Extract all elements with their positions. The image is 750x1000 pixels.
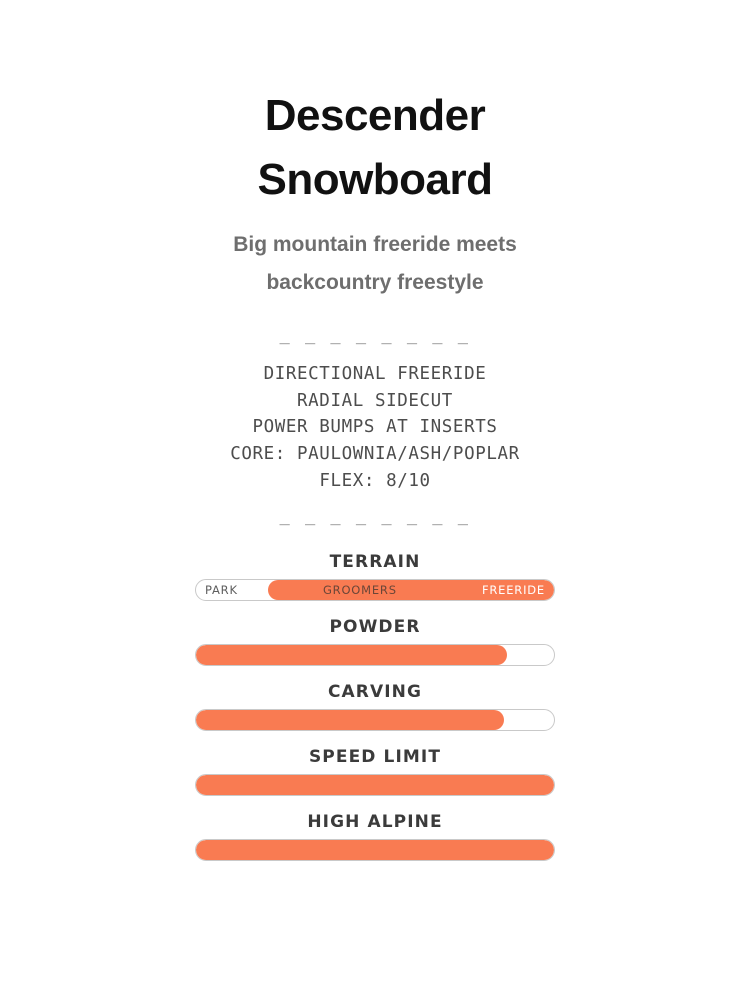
terrain-label-freeride: FREERIDE	[481, 583, 545, 598]
page-title: Descender Snowboard	[257, 91, 493, 204]
meter-fill	[268, 580, 554, 600]
meter-label: POWDER	[329, 617, 421, 638]
meter-fill	[196, 645, 507, 665]
divider-top: _ _ _ _ _ _ _ _	[279, 325, 471, 346]
divider-bottom: _ _ _ _ _ _ _ _	[279, 506, 471, 527]
spec-item: FLEX: 8/10	[319, 470, 431, 491]
meter-track	[195, 839, 555, 861]
spec-list	[230, 361, 520, 494]
meter-fill	[196, 710, 504, 730]
meter-fill	[196, 840, 554, 860]
meter-label: HIGH ALPINE	[307, 812, 443, 833]
terrain-label-park: PARK	[205, 583, 238, 598]
product-subtitle: Big mountain freeride meets backcountry freestyle	[233, 232, 517, 295]
spec-item: DIRECTIONAL FREERIDE	[263, 364, 487, 385]
meter-fill	[196, 775, 554, 795]
meter-label: TERRAIN	[329, 552, 421, 573]
spec-item: POWER BUMPS AT INSERTS	[252, 417, 498, 438]
meter-speed-limit	[195, 747, 555, 796]
meter-track	[195, 709, 555, 731]
meter-high-alpine	[195, 812, 555, 861]
meter-terrain	[195, 552, 555, 601]
meter-label: CARVING	[327, 682, 423, 703]
meter-carving	[195, 682, 555, 731]
meter-track	[195, 774, 555, 796]
meter-powder	[195, 617, 555, 666]
meter-track	[195, 644, 555, 666]
spec-item: CORE: PAULOWNIA/ASH/POPLAR	[230, 444, 520, 465]
meter-label: SPEED LIMIT	[308, 747, 442, 768]
terrain-label-groomers: GROOMERS	[322, 583, 397, 598]
meter-list	[195, 552, 555, 861]
meter-track	[195, 579, 555, 601]
terrain-scale	[195, 579, 555, 601]
spec-item: RADIAL SIDECUT	[297, 390, 453, 411]
